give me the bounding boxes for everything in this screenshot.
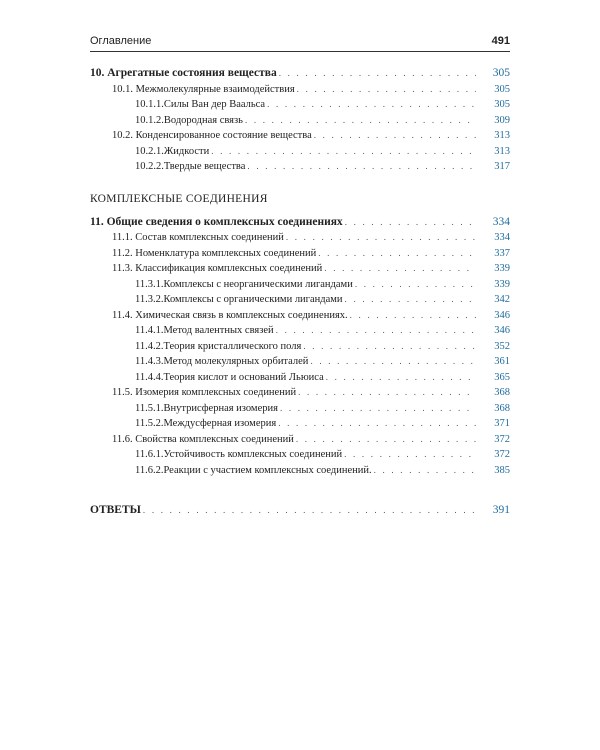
- toc-entry-title: 11.6.1.Устойчивость комплексных соединений: [135, 447, 344, 463]
- toc-entry[interactable]: [90, 159, 510, 175]
- toc-entry[interactable]: [90, 308, 510, 324]
- toc-entry-page: 365: [494, 371, 510, 383]
- toc-entry-title: 10.2.2.Твердые вещества: [135, 159, 247, 175]
- dot-leader: [314, 128, 476, 144]
- toc-entry-page: 337: [494, 247, 510, 259]
- toc-entry-title: 10.2.1.Жидкости: [135, 144, 211, 160]
- toc-entry[interactable]: [90, 261, 510, 277]
- dot-leader: [279, 66, 476, 82]
- dot-leader: [326, 370, 476, 386]
- toc-group-11: [90, 215, 510, 479]
- toc-entry-title: 11.5.1.Внутрисферная изомерия: [135, 401, 280, 417]
- toc-entry-page: 305: [494, 83, 510, 95]
- toc-entry-page: 372: [494, 449, 510, 460]
- header-rule: [90, 51, 510, 52]
- toc-entry[interactable]: [90, 447, 510, 463]
- toc-entry-title: 10. Агрегатные состояния вещества: [90, 66, 279, 82]
- toc-entry[interactable]: [90, 323, 510, 339]
- toc-entry-page: 371: [494, 418, 510, 429]
- toc-entry-page: 305: [492, 67, 510, 79]
- toc-entry-title: 11.5.2.Междусферная изомерия: [135, 416, 278, 432]
- toc-entry-page: 346: [494, 309, 510, 321]
- part-heading: КОМПЛЕКСНЫЕ СОЕДИНЕНИЯ: [90, 192, 268, 205]
- toc-entry[interactable]: [90, 354, 510, 370]
- toc-entry[interactable]: [90, 246, 510, 262]
- toc-entry-title: 11. Общие сведения о комплексных соединениях: [90, 215, 345, 231]
- toc-entry-title: 10.2. Конденсированное состояние вещества: [112, 128, 314, 144]
- dot-leader: [280, 401, 476, 417]
- toc-entry-title: 11.3.2.Комплексы с органическими лигандами: [135, 292, 345, 308]
- toc-entry-page: 334: [494, 232, 510, 243]
- toc-entry[interactable]: [90, 292, 510, 308]
- dot-leader: [310, 354, 476, 370]
- toc-entry[interactable]: [90, 277, 510, 293]
- toc-entry-page: 352: [494, 340, 510, 352]
- toc-entry-title: 10.1. Межмолекулярные взаимодействия: [112, 82, 297, 98]
- toc-entry-page: 368: [494, 387, 510, 398]
- dot-leader: [298, 385, 476, 401]
- toc-entry[interactable]: [90, 339, 510, 355]
- dot-leader: [211, 144, 476, 160]
- dot-leader: [143, 503, 476, 519]
- toc-entry-page: 313: [494, 130, 510, 141]
- toc-entry-page: 385: [494, 464, 510, 476]
- toc-entry[interactable]: [90, 66, 510, 82]
- toc-entry-page: 368: [494, 402, 510, 414]
- dot-leader: [355, 277, 476, 293]
- toc-entry-title: 11.2. Номенклатура комплексных соединений: [112, 246, 318, 262]
- dot-leader: [374, 463, 476, 479]
- dot-leader: [344, 447, 476, 463]
- toc-entry[interactable]: [90, 432, 510, 448]
- toc-entry[interactable]: [90, 128, 510, 144]
- dot-leader: [345, 215, 476, 231]
- toc-entry-page: 391: [492, 504, 510, 516]
- toc-entry-page: 317: [494, 161, 510, 172]
- dot-leader: [247, 159, 476, 175]
- toc-entry-title: 11.4.4.Теория кислот и оснований Льюиса: [135, 370, 326, 386]
- dot-leader: [286, 230, 476, 246]
- dot-leader: [276, 323, 476, 339]
- toc-entry-page: 313: [494, 145, 510, 157]
- dot-leader: [350, 308, 476, 324]
- toc-entry[interactable]: [90, 230, 510, 246]
- toc-entry-title: 11.4. Химическая связь в комплексных соединениях.: [112, 308, 350, 324]
- dot-leader: [245, 113, 476, 129]
- toc-entry-title: 11.4.3.Метод молекулярных орбиталей: [135, 354, 310, 370]
- toc-entry-title: 11.5. Изомерия комплексных соединений: [112, 385, 298, 401]
- toc-entry-title: 11.4.2.Теория кристаллического поля: [135, 339, 303, 355]
- toc-entry[interactable]: [90, 401, 510, 417]
- toc-entry[interactable]: [90, 97, 510, 113]
- toc-entry-page: 342: [494, 294, 510, 305]
- toc-entry[interactable]: [90, 463, 510, 479]
- toc-entry-page: 339: [494, 278, 510, 290]
- dot-leader: [278, 416, 476, 432]
- toc-entry-title: ОТВЕТЫ: [90, 503, 143, 519]
- toc-entry-page: 361: [494, 356, 510, 367]
- dot-leader: [297, 82, 476, 98]
- toc-entry-page: 305: [494, 99, 510, 110]
- dot-leader: [318, 246, 476, 262]
- section-title: Оглавление: [90, 35, 152, 47]
- toc-entry-page: 346: [494, 325, 510, 336]
- toc-entry-title: 10.1.1.Силы Ван дер Ваальса: [135, 97, 267, 113]
- table-of-contents: [90, 66, 510, 519]
- dot-leader: [303, 339, 476, 355]
- toc-entry-page: 372: [494, 433, 510, 445]
- toc-entry-title: 11.6. Свойства комплексных соединений: [112, 432, 296, 448]
- running-header: [90, 33, 510, 49]
- toc-entry-page: 339: [494, 263, 510, 274]
- dot-leader: [267, 97, 476, 113]
- toc-entry-page: 334: [492, 215, 510, 228]
- toc-entry[interactable]: [90, 385, 510, 401]
- toc-entry[interactable]: [90, 416, 510, 432]
- page-number: 491: [491, 35, 510, 47]
- toc-entry[interactable]: [90, 113, 510, 129]
- toc-entry-title: 11.1. Состав комплексных соединений: [112, 230, 286, 246]
- toc-entry[interactable]: [90, 82, 510, 98]
- toc-entry-answers[interactable]: [90, 503, 510, 519]
- toc-entry-page: 309: [494, 114, 510, 126]
- toc-entry[interactable]: [90, 215, 510, 231]
- toc-entry-title: 10.1.2.Водородная связь: [135, 113, 245, 129]
- toc-entry[interactable]: [90, 144, 510, 160]
- dot-leader: [345, 292, 476, 308]
- toc-entry-title: 11.4.1.Метод валентных связей: [135, 323, 276, 339]
- dot-leader: [296, 432, 476, 448]
- toc-entry[interactable]: [90, 370, 510, 386]
- toc-entry-title: 11.6.2.Реакции с участием комплексных соединений.: [135, 463, 374, 479]
- toc-group-10: [90, 66, 510, 175]
- toc-entry-title: 11.3. Классификация комплексных соединений: [112, 261, 324, 277]
- dot-leader: [324, 261, 476, 277]
- toc-entry-title: 11.3.1.Комплексы с неорганическими лигандами: [135, 277, 355, 293]
